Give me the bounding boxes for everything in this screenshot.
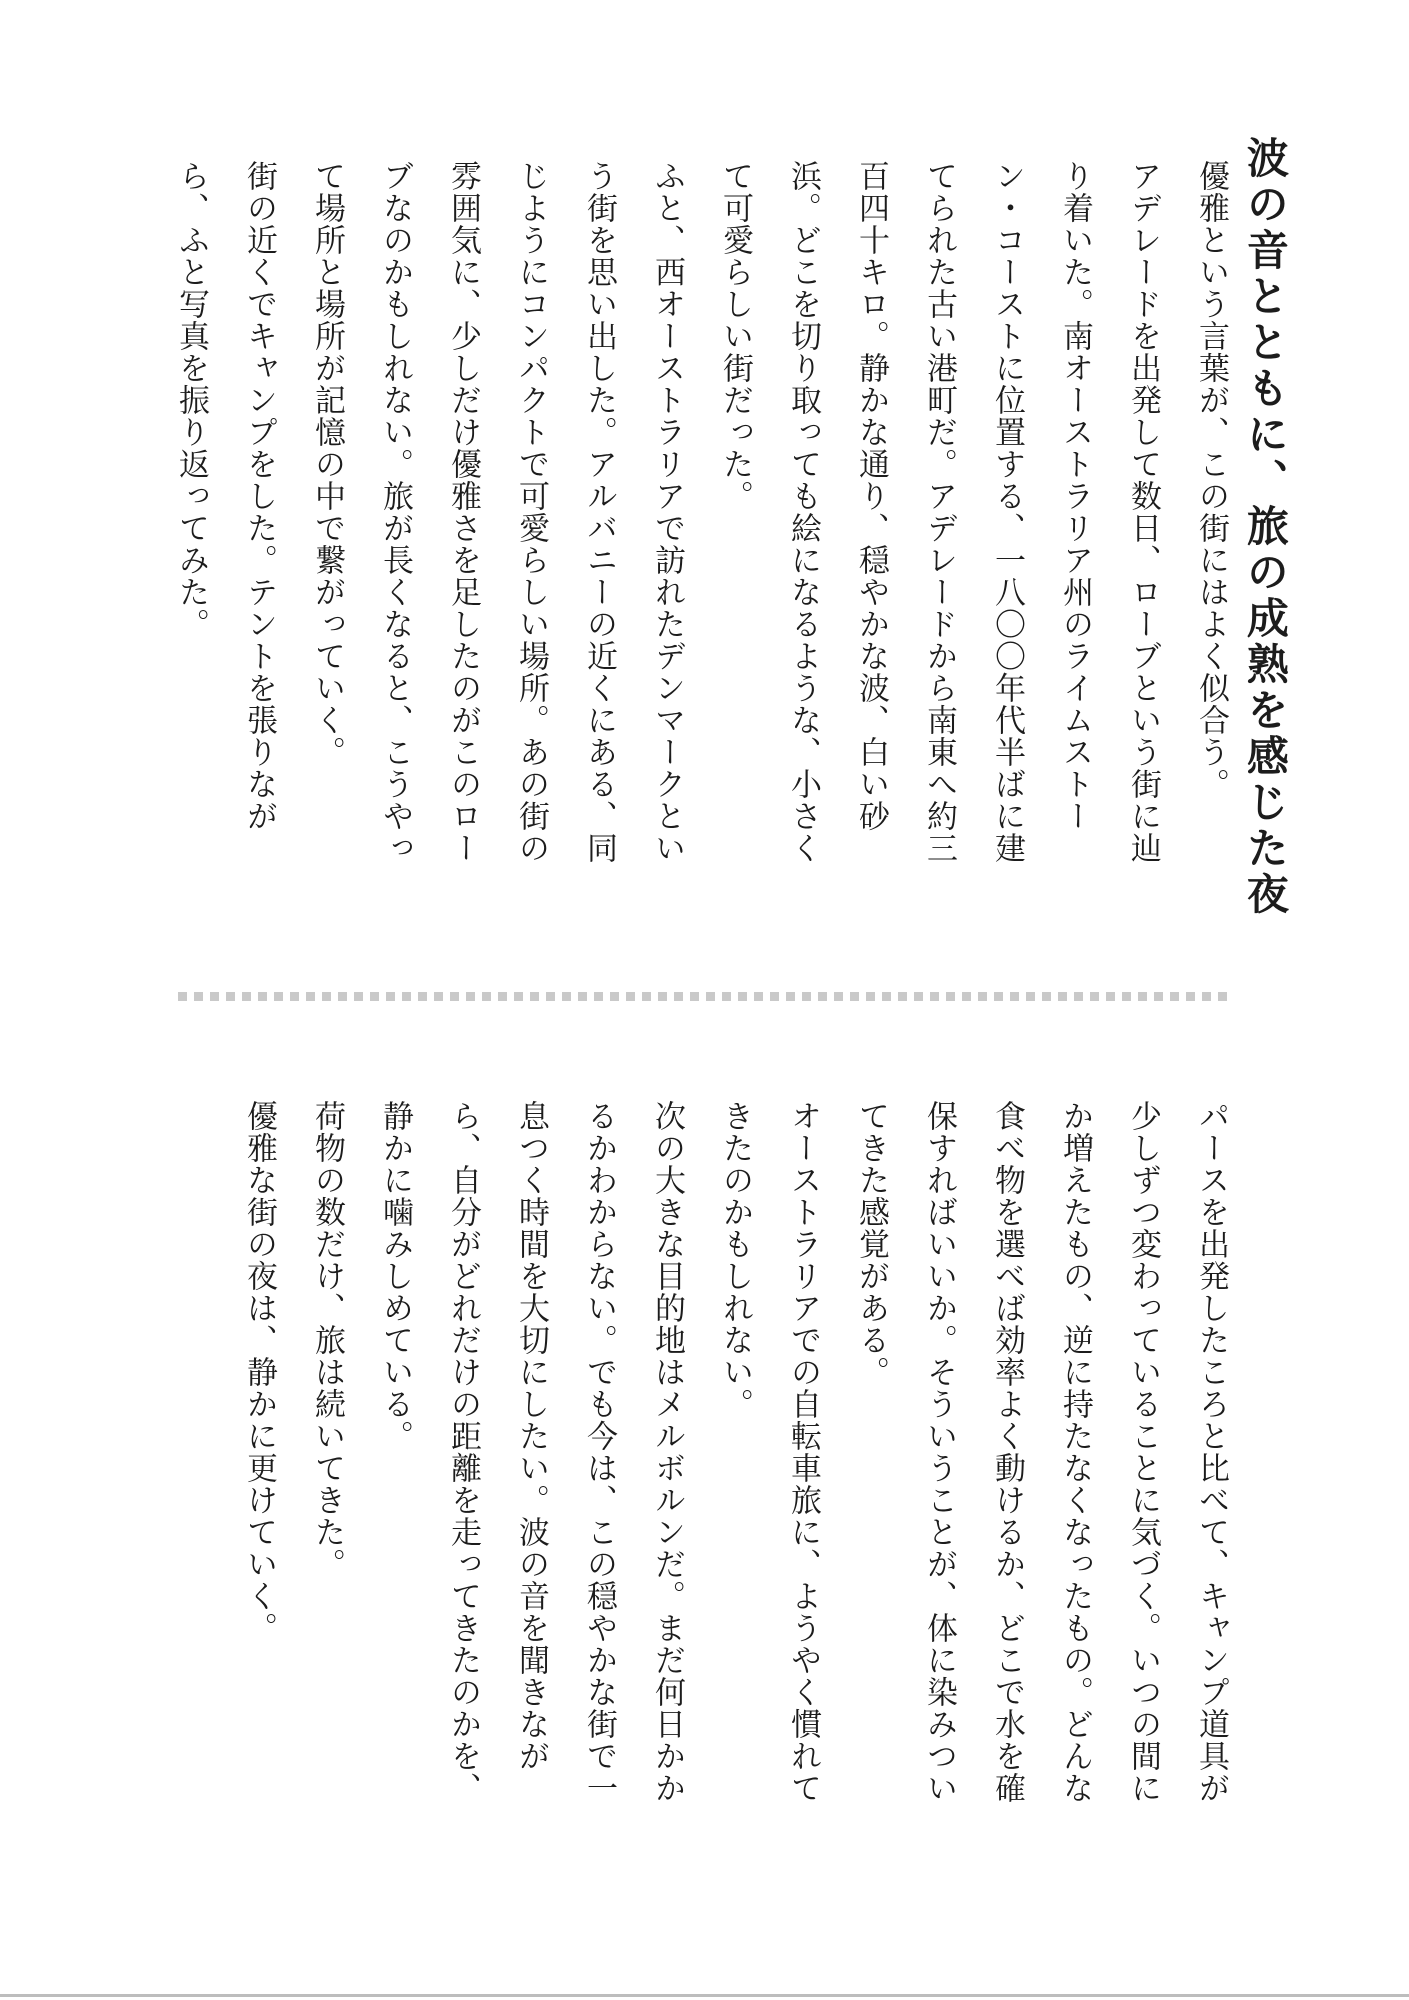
text-line: アデレードを出発して数日、ローブという街に辿	[1125, 160, 1161, 864]
text-line: か増えたもの、逆に持たなくなったもの。どんな	[1057, 1100, 1093, 1804]
dotted-divider	[178, 992, 1232, 1001]
page-bottom-rule	[0, 1994, 1409, 1997]
page-title: 波の音とともに、旅の成熟を感じた夜	[1240, 136, 1290, 918]
text-line: ら、ふと写真を振り返ってみた。	[173, 160, 209, 640]
text-line: 食べ物を選べば効率よく動けるか、どこで水を確	[989, 1100, 1025, 1804]
text-line: 静かに噛みしめている。	[377, 1100, 413, 1452]
text-line: 優雅な街の夜は、静かに更けていく。	[241, 1100, 277, 1644]
text-line: きたのかもしれない。	[717, 1100, 753, 1420]
text-line: るかわからない。でも今は、この穏やかな街で一	[581, 1100, 617, 1804]
text-line: 少しずつ変わっていることに気づく。いつの間に	[1125, 1100, 1161, 1804]
text-line: ブなのかもしれない。旅が長くなると、こうやっ	[377, 160, 413, 864]
text-line: ン・コーストに位置する、一八〇〇年代半ばに建	[989, 160, 1025, 864]
text-line: 保すればいいか。そういうことが、体に染みつい	[921, 1100, 957, 1804]
text-line: じようにコンパクトで可愛らしい場所。あの街の	[513, 160, 549, 864]
text-line: 街の近くでキャンプをした。テントを張りなが	[241, 160, 277, 832]
text-line: 荷物の数だけ、旅は続いてきた。	[309, 1100, 345, 1580]
text-line: ら、自分がどれだけの距離を走ってきたのかを、	[445, 1100, 481, 1804]
text-line: 優雅という言葉が、この街にはよく似合う。	[1193, 160, 1229, 800]
text-line: て可愛らしい街だった。	[717, 160, 753, 512]
text-section-upper	[173, 160, 1229, 950]
text-line: てきた感覚がある。	[853, 1100, 889, 1388]
text-line: 次の大きな目的地はメルボルンだ。まだ何日かか	[649, 1100, 685, 1804]
text-line: り着いた。南オーストラリア州のライムストー	[1057, 160, 1093, 832]
text-line: オーストラリアでの自転車旅に、ようやく慣れて	[785, 1100, 821, 1804]
text-line: て場所と場所が記憶の中で繋がっていく。	[309, 160, 345, 768]
text-line: ふと、西オーストラリアで訪れたデンマークとい	[649, 160, 685, 864]
text-line: う街を思い出した。アルバニーの近くにある、同	[581, 160, 617, 864]
text-line: 雰囲気に、少しだけ優雅さを足したのがこのロー	[445, 160, 481, 864]
text-line: てられた古い港町だ。アデレードから南東へ約三	[921, 160, 957, 864]
text-line: 息つく時間を大切にしたい。波の音を聞きなが	[513, 1100, 549, 1772]
text-section-lower	[226, 1100, 1229, 1890]
text-line: 百四十キロ。静かな通り、穏やかな波、白い砂	[853, 160, 889, 832]
text-line: 浜。どこを切り取っても絵になるような、小さく	[785, 160, 821, 864]
text-line: パースを出発したころと比べて、キャンプ道具が	[1193, 1100, 1229, 1804]
